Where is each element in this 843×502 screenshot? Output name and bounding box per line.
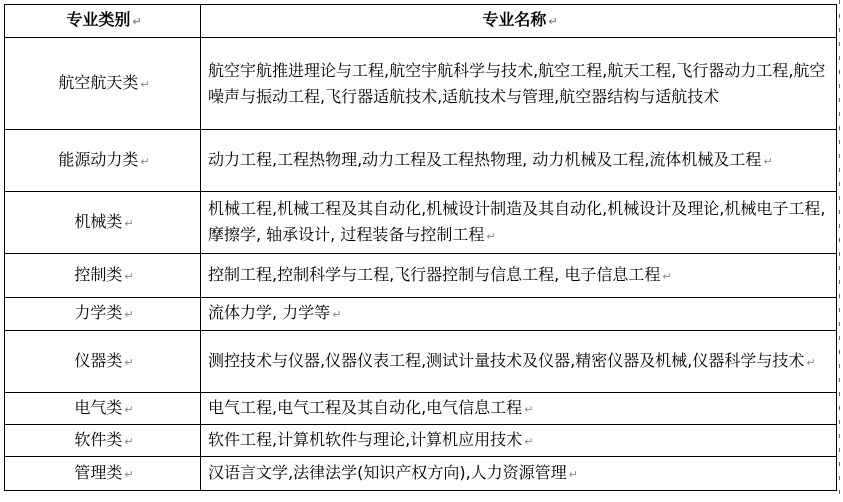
paragraph-mark-icon: ↵	[124, 308, 134, 321]
majors-cell: 汉语言文学,法律法学(知识产权方向),人力资源管理 ↵	[201, 457, 837, 491]
paragraph-mark-icon: ↵	[524, 402, 534, 416]
majors-cell: 测控技术与仪器,仪器仪表工程,测试计量技术及仪器,精密仪器及机械,仪器科学与技术 ↵	[201, 331, 837, 393]
category-cell: 仪器类 ↵	[5, 331, 201, 393]
paragraph-mark-icon: ↵	[124, 216, 134, 230]
paragraph-mark-icon: ↵	[132, 15, 142, 28]
page-edge-marker	[839, 0, 840, 502]
paragraph-mark-icon: ↵	[124, 402, 134, 416]
majors-table	[4, 4, 837, 491]
category-cell: 电气类 ↵	[5, 393, 201, 425]
paragraph-mark-icon: ↵	[568, 467, 578, 481]
category-cell: 力学类 ↵	[5, 298, 201, 331]
majors-cell: 机械工程,机械工程及其自动化,机械设计制造及其自动化,机械设计及理论,机械电子工程,摩擦学, 轴承设计, 过程装备与控制工程 ↵	[201, 192, 837, 254]
paragraph-mark-icon: ↵	[524, 434, 534, 448]
category-cell: 控制类 ↵	[5, 254, 201, 298]
majors-cell: 航空宇航推进理论与工程,航空宇航科学与技术,航空工程,航天工程,飞行器动力工程,航空噪声与振动工程,飞行器适航技术,适航技术与管理,航空器结构与适航技术	[201, 38, 837, 130]
paragraph-mark-icon: ↵	[124, 269, 134, 283]
table-row	[5, 298, 837, 331]
paragraph-mark-icon: ↵	[662, 269, 672, 283]
table-row	[5, 38, 837, 130]
paragraph-mark-icon: ↵	[806, 355, 816, 369]
table-row	[5, 254, 837, 298]
header-category: 专业类别 ↵	[5, 5, 201, 38]
table-row	[5, 331, 837, 393]
table-row	[5, 130, 837, 192]
category-cell: 能源动力类 ↵	[5, 130, 201, 192]
paragraph-mark-icon: ↵	[124, 467, 134, 481]
majors-cell: 电气工程,电气工程及其自动化,电气信息工程 ↵	[201, 393, 837, 425]
table-row	[5, 393, 837, 425]
paragraph-mark-icon: ↵	[548, 15, 558, 28]
paragraph-mark-icon: ↵	[763, 154, 773, 168]
paragraph-mark-icon: ↵	[140, 77, 150, 91]
paragraph-mark-icon: ↵	[140, 154, 150, 168]
header-majors: 专业名称 ↵	[201, 5, 837, 38]
table-row	[5, 457, 837, 491]
header-row	[5, 5, 837, 38]
paragraph-mark-icon: ↵	[332, 308, 342, 321]
majors-cell: 流体力学, 力学等 ↵	[201, 298, 837, 331]
category-cell: 软件类 ↵	[5, 425, 201, 457]
category-cell: 管理类 ↵	[5, 457, 201, 491]
majors-cell: 软件工程,计算机软件与理论,计算机应用技术 ↵	[201, 425, 837, 457]
paragraph-mark-icon: ↵	[486, 229, 496, 243]
paragraph-mark-icon: ↵	[124, 355, 134, 369]
table-row	[5, 425, 837, 457]
table-row	[5, 192, 837, 254]
majors-cell: 动力工程,工程热物理,动力工程及工程热物理, 动力机械及工程,流体机械及工程 ↵	[201, 130, 837, 192]
majors-cell: 控制工程,控制科学与工程,飞行器控制与信息工程, 电子信息工程 ↵	[201, 254, 837, 298]
category-cell: 机械类 ↵	[5, 192, 201, 254]
category-cell: 航空航天类 ↵	[5, 38, 201, 130]
paragraph-mark-icon: ↵	[124, 434, 134, 448]
